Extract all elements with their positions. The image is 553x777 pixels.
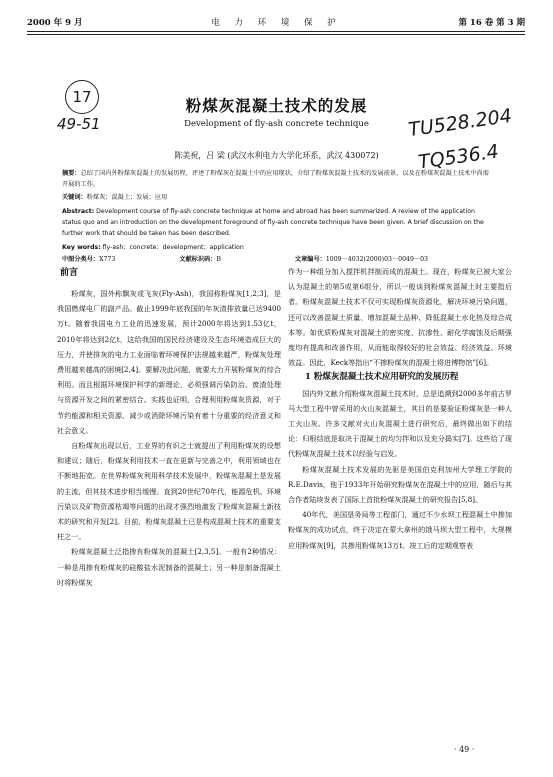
left-column xyxy=(57,286,281,590)
doc-code-label: 文献标识码： xyxy=(179,256,217,263)
article-subtitle: Development of fly-ash concrete technique xyxy=(184,119,369,129)
keywords-en-text: fly-ash；concrete；development；application xyxy=(102,244,244,251)
article-no-value: 1009－4032(2000)03－0049－03 xyxy=(325,256,428,263)
header-rule-thin xyxy=(27,34,525,35)
section-heading-preface: 前言 xyxy=(60,268,79,278)
handwritten-pages: 49-51 xyxy=(57,115,101,133)
header-journal: 电 力 环 境 保 护 xyxy=(211,18,342,28)
left-paragraph: 自粉煤灰出现以后，工业界的有识之士就提出了利用粉煤灰的设想和建议；随后，粉煤灰利用技术一直在更新与完善之中，利用领域也在不断地拓宽。在世界粉煤灰利用科学技术发展中，粉煤灰混凝土是发展的主流，但其技术进步相当缓慢。直到20世纪70年代，能源危机、环境污染以及矿物资源枯竭等问题的出现才强烈地激发了粉煤灰混凝土新技术的研究和开发[2]。目前，粉煤灰混凝土已是构成混凝土技术的重要支柱之一。 xyxy=(57,441,281,542)
section-heading-1: 1 粉煤灰混凝土技术应用研究的发展历程 xyxy=(305,372,459,383)
abstract-zh-text: 总结了国内外粉煤灰混凝土的发展历程，评述了粉煤灰在混凝土中的应用现状，介绍了粉煤灰混凝土技术的发展前景，以及在粉煤灰混凝土技术中尚需开展的工作。 xyxy=(62,170,489,188)
page-number: · 49 · xyxy=(454,745,475,754)
article-authors: 陈美祝，吕 梁 (武汉水利电力大学化环系，武汉 430072) xyxy=(174,151,379,160)
abstract-en-label: Abstract: xyxy=(62,208,95,215)
clc-value: X773 xyxy=(99,256,116,263)
header-volume: 第 16 卷 第 3 期 xyxy=(458,18,525,28)
article-no-label: 文章编号： xyxy=(294,256,326,263)
keywords-en xyxy=(62,242,492,253)
abstract-zh-label: 摘要： xyxy=(62,170,81,177)
header-date: 2000 年 9 月 xyxy=(27,18,83,28)
handwritten-circled-number: 17 xyxy=(65,80,99,114)
article-title: 粉煤灰混凝土技术的发展 xyxy=(185,96,368,115)
abstract-zh xyxy=(62,168,492,190)
keywords-zh-label: 关键词： xyxy=(62,194,87,201)
handwritten-call-number-2: TQ536.4 xyxy=(416,140,501,174)
abstract-en xyxy=(62,206,492,239)
right-paragraph: 作为一种组分加入搅拌机拌制而成的混凝土。现在，粉煤灰已被大家公认为混凝土的第5或第6组分，所以一般谈到粉煤灰混凝土时主要指后者。粉煤灰混凝土技术不仅可实现粉煤灰资源化，解决环境污染问题，还可以改善混凝土质量、增加混凝土品种、降低混凝土水化热及综合成本等。如优质粉煤灰对混凝土的密实度、抗渗性、耐化学腐蚀及后期强度均有提高和改善作用，从而能取得较好的社会效益、经济效益、环境效益。因此，Keck等指出“不掺粉煤灰的混凝土将进博物馆”[6]。 xyxy=(288,267,512,368)
keywords-zh xyxy=(62,192,492,203)
running-header xyxy=(0,10,553,30)
doc-code-value: B xyxy=(216,256,221,263)
keywords-zh-text: 粉煤灰；混凝土；发展；应用 xyxy=(86,194,168,201)
abstract-en-text: Development course of fly-ash concrete technique at home and abroad has been summarized. A review of the application status quo and an introduction on the development foreground of fly-ash concrete technique have been given. A brief discussion on the further work that should be taken has been described. xyxy=(62,208,484,237)
keywords-en-label: Key words: xyxy=(62,244,101,251)
left-paragraph: 粉煤灰混凝土泛指掺有粉煤灰的混凝土[2,3,5]。一般有2种情况：一种是用掺有粉煤灰的硅酸盐水泥制备的混凝土；另一种是制备混凝土时将粉煤灰 xyxy=(57,547,281,587)
right-column xyxy=(288,264,512,553)
left-paragraph: 粉煤灰，国外称飘灰或飞灰(Fly-Ash)，我国称粉煤灰[1,2,3]，是我国燃煤电厂的副产品。截止1999年底我国的年灰渣排放量已达9400万t。随着我国电力工业的迅速发展，预计2000年将达到1.53亿t，2010年将达到2亿t，这给我国的国民经济建设及生态环境造成巨大的压力，并使排灰的电力工业面临着环境保护法规越来越严，粉煤灰处理费用越来越高的困境[2,4]。要解决此问题，就要大力开展粉煤灰的综合利用。而且根据环境保护科学的新理论，必须强调污染防治、废渣处理与资源开发之间的紧密结合。实践也证明，合理利用粉煤灰资源，对于节约能源和相关资源、减少或消除环境污染有着十分重要的经济意义和社会意义。 xyxy=(57,289,281,435)
right-paragraph: 40年代，美国垦务局等工程部门，通过不少水坝工程混凝土中掺加粉煤灰的成功试点，终于决定在蒙大拿州的饿马坝大型工程中，大规模应用粉煤灰[9]，共掺用粉煤灰13万t。竣工后的定期观察表 xyxy=(288,510,512,550)
clc-label: 中图分类号： xyxy=(62,256,100,263)
handwritten-call-number: TU528.204 xyxy=(406,104,514,142)
header-rule xyxy=(27,31,525,32)
right-paragraph: 粉煤灰混凝土技术发展的先驱是美国伯克利加州大学理工学院的R.E.Davis，他于1933年开始研究粉煤灰在混凝土中的应用，随后与其合作者陆续发表了国际上首批粉煤灰混凝土的研究报告[5,8]。 xyxy=(288,464,512,505)
right-paragraph: 国内外文献介绍粉煤灰混凝土技术时，总是追溯到2000多年前古罗马大型工程中曾采用的火山灰混凝土，其目的是要验证粉煤灰是一种人工火山灰。许多文献对火山灰混凝土进行研究后，最终做出如下的结论：归根结底是取决于混凝土的均匀拌和以及充分捣实[7]。这些给了现代粉煤灰混凝土技术以经验与启发。 xyxy=(288,388,512,459)
